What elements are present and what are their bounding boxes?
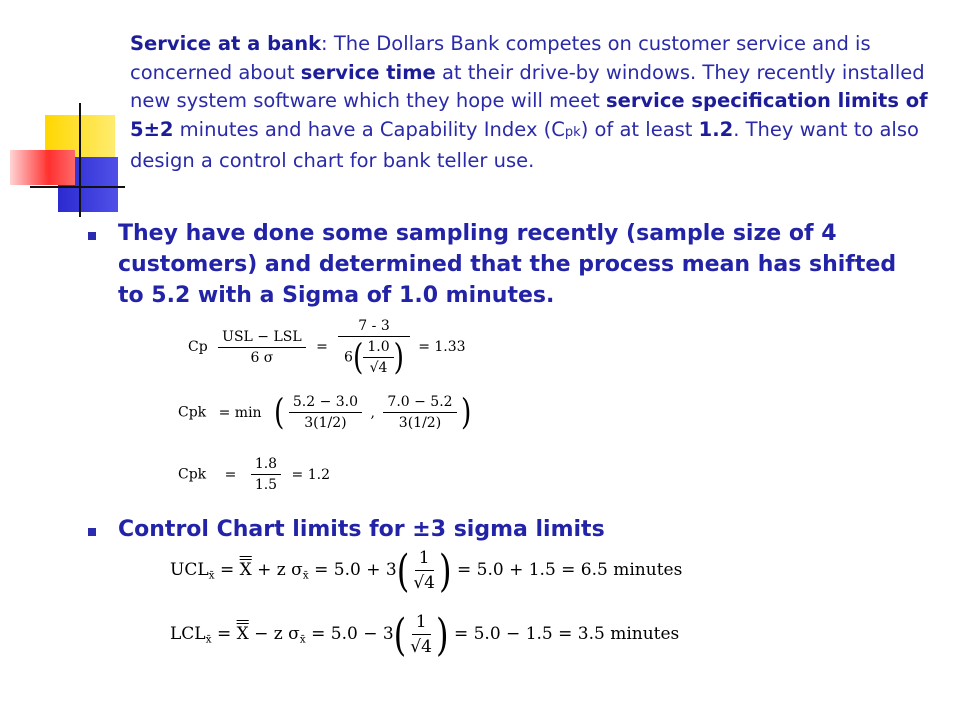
lcl-eq-1: = xyxy=(216,624,232,644)
lcl-lhs: LCL xyxy=(170,624,206,644)
lcl-result: = 5.0 − 1.5 = 3.5 minutes xyxy=(453,624,680,644)
ucl-inner-den: √4 xyxy=(413,573,435,593)
intro-label: Service at a bank xyxy=(130,32,322,55)
ucl-op: + z σ xyxy=(257,560,303,580)
bullet-control-chart xyxy=(88,514,908,545)
cpk-result-num: 1.8 xyxy=(251,456,281,475)
lcl-inner-num: 1 xyxy=(412,612,431,635)
cpk-min-comma: , xyxy=(370,404,375,421)
cpk-result-formula xyxy=(178,456,330,493)
paren-left: ( xyxy=(352,336,364,379)
intro-bold-service-time: service time xyxy=(300,60,436,84)
cp-lhs: Cp xyxy=(188,339,208,355)
ucl-inner-fraction xyxy=(409,548,439,593)
cp-den-1: 6 σ xyxy=(250,349,274,366)
cp-fraction-2 xyxy=(338,318,409,379)
cp-num-2: 7 - 3 xyxy=(338,318,409,337)
ucl-result: = 5.0 + 1.5 = 6.5 minutes xyxy=(456,560,683,580)
cp-formula xyxy=(188,318,466,379)
bullet-marker xyxy=(88,528,96,536)
intro-text-4: ) of at least xyxy=(580,117,699,141)
paren-left: ( xyxy=(274,391,285,434)
ucl-subscript: x̄ xyxy=(208,569,215,582)
paren-left: ( xyxy=(393,608,407,661)
cpk-result-den: 1.5 xyxy=(254,477,278,493)
intro-pk-subscript: pk xyxy=(564,124,581,140)
intro-text-1: : The Dollars Bank competes on customer service and is concerned about xyxy=(130,32,871,84)
ucl-xbar-letter: X xyxy=(239,560,252,580)
ucl-lhs: UCL xyxy=(170,560,209,580)
lcl-formula xyxy=(170,608,680,661)
lcl-inner-fraction xyxy=(406,612,436,657)
intro-paragraph xyxy=(130,30,930,176)
corner-decoration xyxy=(0,95,130,220)
cp-den-2 xyxy=(340,336,408,379)
cpk-result-lhs: Cpk xyxy=(178,466,207,483)
ucl-eq-1: = xyxy=(219,560,235,580)
bullet-sampling xyxy=(88,218,908,311)
cpk-min-den-2: 3(1/2) xyxy=(398,415,442,431)
intro-text-5: . They want to also design a control chart for bank teller use. xyxy=(130,117,919,173)
ucl-xbar xyxy=(240,560,252,580)
intro-bold-spec: service specification limits of 5±2 xyxy=(130,89,928,141)
intro-text-2: at their drive-by windows. They recently installed new system software which they hope will meet xyxy=(130,60,925,113)
cpk-result-eq: = xyxy=(224,466,237,483)
cp-num-1: USL − LSL xyxy=(218,329,306,348)
intro-text-3: minutes and have a Capability Index (C xyxy=(173,117,565,141)
cpk-min-fraction-2 xyxy=(383,394,456,431)
cpk-min-num-2: 7.0 − 5.2 xyxy=(383,394,456,413)
cp-den-coef: 6 xyxy=(344,349,353,366)
cp-inner-num: 1.0 xyxy=(363,339,393,358)
intro-bold-target: 1.2 xyxy=(698,117,734,141)
bullet-sampling-text: They have done some sampling recently (sample size of 4 customers) and determined that the process mean has shifted to 5.2 with a Sigma of 1.0 minutes. xyxy=(118,221,897,308)
cpk-min-den-1: 3(1/2) xyxy=(304,415,347,431)
paren-left: ( xyxy=(396,544,410,597)
bullet-marker xyxy=(88,232,96,240)
cpk-min-formula xyxy=(178,391,472,434)
paren-right: ) xyxy=(438,544,452,597)
ucl-eq-2: = 5.0 + 3 xyxy=(314,560,397,580)
ucl-sigma-subscript: x̄ xyxy=(302,569,309,582)
bullet-control-chart-text: Control Chart limits for ±3 sigma limits xyxy=(118,517,605,542)
cpk-result-value: = 1.2 xyxy=(291,466,330,483)
paren-right: ) xyxy=(393,336,404,379)
ucl-formula xyxy=(170,544,683,597)
lcl-subscript: x̄ xyxy=(205,633,212,646)
lcl-op: − z σ xyxy=(254,624,300,644)
cpk-min-num-1: 5.2 − 3.0 xyxy=(289,394,362,413)
lcl-eq-2: = 5.0 − 3 xyxy=(311,624,394,644)
lcl-xbar xyxy=(237,624,249,644)
ucl-inner-num: 1 xyxy=(415,548,434,571)
cpk-min-eq: = min xyxy=(218,404,262,421)
cp-result: = 1.33 xyxy=(418,339,466,355)
cpk-min-lhs: Cpk xyxy=(178,404,207,421)
cp-inner-den: √4 xyxy=(369,360,388,376)
paren-right: ) xyxy=(461,391,472,434)
lcl-sigma-subscript: x̄ xyxy=(299,633,306,646)
lcl-xbar-letter: X xyxy=(236,624,249,644)
cpk-result-fraction xyxy=(251,456,281,493)
lcl-inner-den: √4 xyxy=(410,637,432,657)
cpk-min-fraction-1 xyxy=(289,394,362,431)
cp-fraction-1 xyxy=(218,329,306,366)
cp-inner-fraction xyxy=(363,339,393,376)
paren-right: ) xyxy=(435,608,449,661)
cp-eq: = xyxy=(316,339,328,355)
